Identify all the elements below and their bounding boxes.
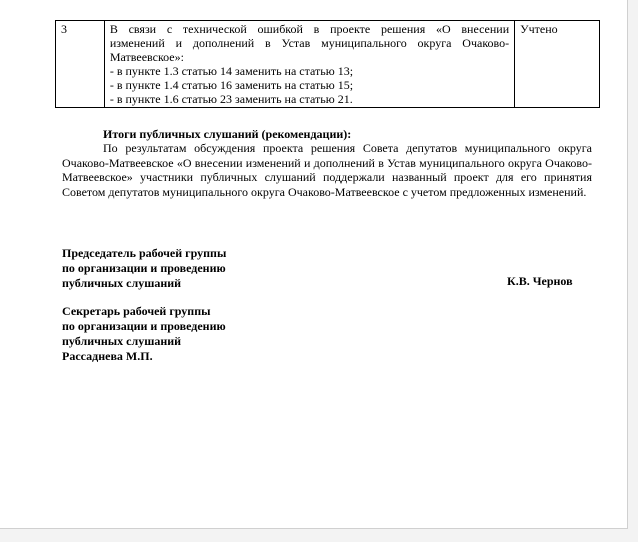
- row-text-line: изменений и дополнений в Устав муниципального округа Очаково-: [109, 36, 510, 50]
- table-row: [56, 21, 600, 108]
- row-text-cell: [104, 21, 514, 108]
- page-shadow-right: [628, 0, 638, 542]
- results-paragraph: По результатам обсуждения проекта решения Совета депутатов муниципального округа Очаково-Матвеевское «О внесении изменений и дополнений в Устав муниципального округа Очаково-Матвеевское» участники публичных слушаний поддержали названный проект для его принятия Советом депутатов муниципального округа Очаково-Матвеевское с учетом предложенных изменений.: [62, 141, 592, 199]
- row-text-line: - в пункте 1.3 статью 14 заменить на статью 13;: [109, 64, 354, 78]
- row-text-line: Матвеевское»:: [109, 50, 184, 64]
- secretary-block: Секретарь рабочей группы по организации и проведению публичных слушаний Рассаднева М.П.: [62, 304, 226, 363]
- row-number-cell: 3: [56, 21, 105, 108]
- proposals-table: [55, 20, 600, 108]
- row-text-line: В связи с технической ошибкой в проекте решения «О внесении: [109, 22, 510, 36]
- chair-title: Председатель рабочей группы по организации и проведению публичных слушаний: [62, 246, 227, 290]
- row-text-line: - в пункте 1.4 статью 16 заменить на статью 15;: [109, 78, 354, 92]
- page-shadow-bottom: [0, 529, 638, 542]
- row-text-line: - в пункте 1.6 статью 23 заменить на статью 21.: [109, 92, 353, 106]
- results-heading: Итоги публичных слушаний (рекомендации):: [103, 127, 352, 141]
- chair-name: К.В. Чернов: [507, 274, 573, 288]
- row-status-cell: Учтено: [515, 21, 600, 108]
